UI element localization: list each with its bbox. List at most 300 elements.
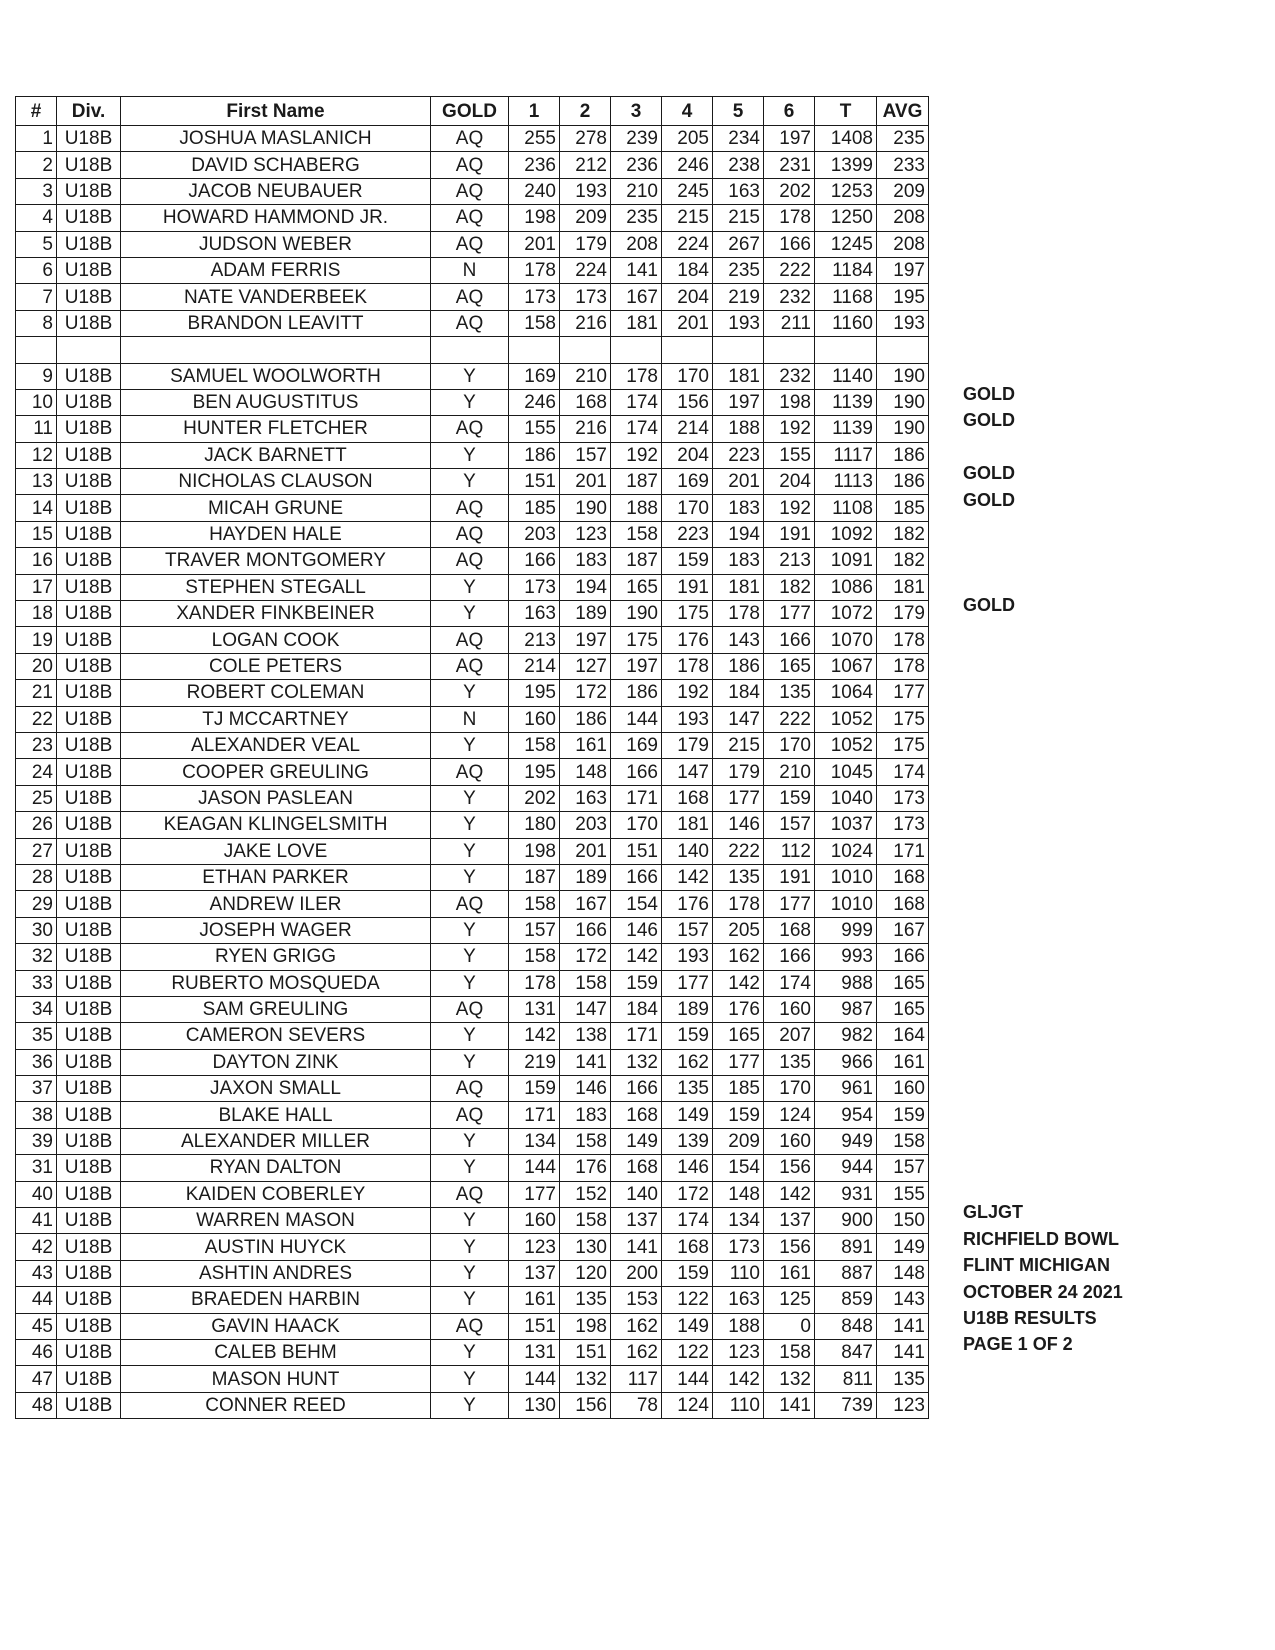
- game-1-cell: 131: [509, 996, 560, 1022]
- game-3-cell: 166: [611, 759, 662, 785]
- game-3-cell: 188: [611, 495, 662, 521]
- game-1-cell: 155: [509, 416, 560, 442]
- rank-cell: 28: [16, 864, 57, 890]
- average-cell: 157: [877, 1155, 929, 1181]
- total-cell: 900: [815, 1208, 877, 1234]
- game-5-cell: 177: [713, 1049, 764, 1075]
- table-row: [16, 838, 929, 864]
- game-4-cell: 159: [662, 1023, 713, 1049]
- total-cell: 1045: [815, 759, 877, 785]
- game-2-cell: 224: [560, 257, 611, 283]
- game-5-cell: 219: [713, 284, 764, 310]
- total-cell: 859: [815, 1287, 877, 1313]
- game-3-cell: 190: [611, 601, 662, 627]
- name-cell: GAVIN HAACK: [121, 1313, 431, 1339]
- average-cell: 179: [877, 601, 929, 627]
- table-row: [16, 231, 929, 257]
- table-row: [16, 706, 929, 732]
- game-6-cell: 232: [764, 363, 815, 389]
- game-6-cell: 135: [764, 1049, 815, 1075]
- rank-cell: 21: [16, 680, 57, 706]
- game-6-cell: 160: [764, 1128, 815, 1154]
- empty-cell: [121, 337, 431, 363]
- rank-cell: 20: [16, 653, 57, 679]
- division-cell: U18B: [57, 1155, 121, 1181]
- game-3-cell: 78: [611, 1392, 662, 1418]
- gold-cell: Y: [431, 1208, 509, 1234]
- total-cell: 1245: [815, 231, 877, 257]
- division-cell: U18B: [57, 178, 121, 204]
- name-cell: TRAVER MONTGOMERY: [121, 548, 431, 574]
- game-3-cell: 149: [611, 1128, 662, 1154]
- division-cell: U18B: [57, 574, 121, 600]
- total-cell: 1168: [815, 284, 877, 310]
- game-3-cell: 181: [611, 310, 662, 336]
- division-cell: U18B: [57, 996, 121, 1022]
- column-header: First Name: [121, 97, 431, 126]
- table-row: [16, 996, 929, 1022]
- total-cell: 988: [815, 970, 877, 996]
- empty-cell: [764, 337, 815, 363]
- game-3-cell: 162: [611, 1339, 662, 1365]
- game-3-cell: 159: [611, 970, 662, 996]
- name-cell: XANDER FINKBEINER: [121, 601, 431, 627]
- game-2-cell: 158: [560, 970, 611, 996]
- gold-cell: AQ: [431, 891, 509, 917]
- gold-cell: AQ: [431, 1102, 509, 1128]
- game-3-cell: 192: [611, 442, 662, 468]
- total-cell: 1052: [815, 732, 877, 758]
- total-cell: 1037: [815, 812, 877, 838]
- rank-cell: 13: [16, 469, 57, 495]
- name-cell: STEPHEN STEGALL: [121, 574, 431, 600]
- division-cell: U18B: [57, 1128, 121, 1154]
- gold-cell: AQ: [431, 759, 509, 785]
- name-cell: ETHAN PARKER: [121, 864, 431, 890]
- game-6-cell: 158: [764, 1339, 815, 1365]
- average-cell: 173: [877, 785, 929, 811]
- total-cell: 1108: [815, 495, 877, 521]
- average-cell: 160: [877, 1076, 929, 1102]
- game-1-cell: 163: [509, 601, 560, 627]
- rank-cell: 48: [16, 1392, 57, 1418]
- rank-cell: 17: [16, 574, 57, 600]
- game-3-cell: 141: [611, 1234, 662, 1260]
- game-5-cell: 143: [713, 627, 764, 653]
- game-3-cell: 137: [611, 1208, 662, 1234]
- game-4-cell: 215: [662, 205, 713, 231]
- game-4-cell: 140: [662, 838, 713, 864]
- gold-cell: Y: [431, 1049, 509, 1075]
- table-row: [16, 1155, 929, 1181]
- game-5-cell: 159: [713, 1102, 764, 1128]
- division-cell: U18B: [57, 205, 121, 231]
- game-3-cell: 165: [611, 574, 662, 600]
- game-2-cell: 172: [560, 944, 611, 970]
- game-2-cell: 138: [560, 1023, 611, 1049]
- rank-cell: 38: [16, 1102, 57, 1128]
- total-cell: 1117: [815, 442, 877, 468]
- game-5-cell: 201: [713, 469, 764, 495]
- game-2-cell: 146: [560, 1076, 611, 1102]
- game-5-cell: 234: [713, 126, 764, 152]
- game-1-cell: 185: [509, 495, 560, 521]
- name-cell: JASON PASLEAN: [121, 785, 431, 811]
- average-cell: 150: [877, 1208, 929, 1234]
- rank-cell: 45: [16, 1313, 57, 1339]
- rank-cell: 37: [16, 1076, 57, 1102]
- rank-cell: 4: [16, 205, 57, 231]
- division-cell: U18B: [57, 1023, 121, 1049]
- game-2-cell: 132: [560, 1366, 611, 1392]
- game-5-cell: 110: [713, 1392, 764, 1418]
- game-2-cell: 212: [560, 152, 611, 178]
- game-3-cell: 151: [611, 838, 662, 864]
- gold-cell: AQ: [431, 653, 509, 679]
- table-row: [16, 1102, 929, 1128]
- game-1-cell: 186: [509, 442, 560, 468]
- gold-cell: Y: [431, 389, 509, 415]
- name-cell: JAXON SMALL: [121, 1076, 431, 1102]
- division-cell: U18B: [57, 257, 121, 283]
- game-2-cell: 194: [560, 574, 611, 600]
- average-cell: 178: [877, 653, 929, 679]
- game-5-cell: 183: [713, 495, 764, 521]
- table-header: [16, 97, 929, 126]
- rank-cell: 16: [16, 548, 57, 574]
- game-5-cell: 148: [713, 1181, 764, 1207]
- division-cell: U18B: [57, 1102, 121, 1128]
- game-6-cell: 192: [764, 495, 815, 521]
- game-2-cell: 130: [560, 1234, 611, 1260]
- gold-cell: Y: [431, 1287, 509, 1313]
- gold-cell: AQ: [431, 231, 509, 257]
- game-1-cell: 187: [509, 864, 560, 890]
- table-row: [16, 1128, 929, 1154]
- division-cell: U18B: [57, 442, 121, 468]
- game-6-cell: 125: [764, 1287, 815, 1313]
- rank-cell: 19: [16, 627, 57, 653]
- division-cell: U18B: [57, 838, 121, 864]
- total-cell: 1139: [815, 389, 877, 415]
- game-4-cell: 214: [662, 416, 713, 442]
- game-6-cell: 192: [764, 416, 815, 442]
- game-3-cell: 236: [611, 152, 662, 178]
- table-row: [16, 970, 929, 996]
- rank-cell: 12: [16, 442, 57, 468]
- average-cell: 186: [877, 442, 929, 468]
- game-4-cell: 146: [662, 1155, 713, 1181]
- average-cell: 143: [877, 1287, 929, 1313]
- total-cell: 966: [815, 1049, 877, 1075]
- gold-cell: Y: [431, 944, 509, 970]
- gold-cell: N: [431, 257, 509, 283]
- game-6-cell: 191: [764, 864, 815, 890]
- game-3-cell: 210: [611, 178, 662, 204]
- table-row: [16, 521, 929, 547]
- gold-cell: AQ: [431, 205, 509, 231]
- game-6-cell: 168: [764, 917, 815, 943]
- rank-cell: 8: [16, 310, 57, 336]
- name-cell: CAMERON SEVERS: [121, 1023, 431, 1049]
- game-1-cell: 159: [509, 1076, 560, 1102]
- empty-cell: [662, 337, 713, 363]
- game-6-cell: 177: [764, 601, 815, 627]
- division-cell: U18B: [57, 1287, 121, 1313]
- division-cell: U18B: [57, 812, 121, 838]
- game-5-cell: 147: [713, 706, 764, 732]
- game-4-cell: 177: [662, 970, 713, 996]
- game-5-cell: 215: [713, 205, 764, 231]
- name-cell: SAM GREULING: [121, 996, 431, 1022]
- game-6-cell: 137: [764, 1208, 815, 1234]
- total-cell: 1010: [815, 864, 877, 890]
- game-2-cell: 179: [560, 231, 611, 257]
- gold-cell: Y: [431, 1023, 509, 1049]
- table-row: [16, 1313, 929, 1339]
- table-row: [16, 680, 929, 706]
- game-4-cell: 122: [662, 1339, 713, 1365]
- column-header: 3: [611, 97, 662, 126]
- game-4-cell: 149: [662, 1313, 713, 1339]
- table-row: [16, 944, 929, 970]
- rank-cell: 32: [16, 944, 57, 970]
- gold-cell: Y: [431, 363, 509, 389]
- gold-cell: Y: [431, 838, 509, 864]
- game-5-cell: 179: [713, 759, 764, 785]
- game-4-cell: 181: [662, 812, 713, 838]
- game-3-cell: 141: [611, 257, 662, 283]
- name-cell: WARREN MASON: [121, 1208, 431, 1234]
- rank-cell: 18: [16, 601, 57, 627]
- game-2-cell: 189: [560, 601, 611, 627]
- game-6-cell: 207: [764, 1023, 815, 1049]
- gold-cell: AQ: [431, 284, 509, 310]
- table-row: [16, 1076, 929, 1102]
- division-cell: U18B: [57, 521, 121, 547]
- average-cell: 182: [877, 521, 929, 547]
- game-6-cell: 232: [764, 284, 815, 310]
- name-cell: JOSEPH WAGER: [121, 917, 431, 943]
- empty-cell: [815, 337, 877, 363]
- gold-cell: Y: [431, 1392, 509, 1418]
- game-1-cell: 195: [509, 759, 560, 785]
- division-cell: U18B: [57, 231, 121, 257]
- game-1-cell: 144: [509, 1366, 560, 1392]
- gold-cell: AQ: [431, 152, 509, 178]
- column-header: 4: [662, 97, 713, 126]
- game-3-cell: 239: [611, 126, 662, 152]
- game-5-cell: 176: [713, 996, 764, 1022]
- game-3-cell: 186: [611, 680, 662, 706]
- rank-cell: 44: [16, 1287, 57, 1313]
- game-2-cell: 135: [560, 1287, 611, 1313]
- game-4-cell: 124: [662, 1392, 713, 1418]
- results-table: [15, 96, 929, 1419]
- name-cell: HUNTER FLETCHER: [121, 416, 431, 442]
- table-row: [16, 601, 929, 627]
- game-3-cell: 166: [611, 1076, 662, 1102]
- division-cell: U18B: [57, 1366, 121, 1392]
- division-cell: U18B: [57, 1208, 121, 1234]
- average-cell: 182: [877, 548, 929, 574]
- game-4-cell: 168: [662, 1234, 713, 1260]
- game-4-cell: 224: [662, 231, 713, 257]
- total-cell: 1140: [815, 363, 877, 389]
- rank-cell: 47: [16, 1366, 57, 1392]
- average-cell: 175: [877, 732, 929, 758]
- game-5-cell: 146: [713, 812, 764, 838]
- total-cell: 1052: [815, 706, 877, 732]
- average-cell: 197: [877, 257, 929, 283]
- game-1-cell: 180: [509, 812, 560, 838]
- game-2-cell: 203: [560, 812, 611, 838]
- game-2-cell: 209: [560, 205, 611, 231]
- game-3-cell: 142: [611, 944, 662, 970]
- table-row: [16, 205, 929, 231]
- table-row: [16, 363, 929, 389]
- gold-cell: AQ: [431, 126, 509, 152]
- game-5-cell: 188: [713, 416, 764, 442]
- game-4-cell: 156: [662, 389, 713, 415]
- empty-cell: [57, 337, 121, 363]
- game-4-cell: 157: [662, 917, 713, 943]
- game-6-cell: 198: [764, 389, 815, 415]
- game-2-cell: 176: [560, 1155, 611, 1181]
- rank-cell: 15: [16, 521, 57, 547]
- rank-cell: 34: [16, 996, 57, 1022]
- game-3-cell: 235: [611, 205, 662, 231]
- division-cell: U18B: [57, 653, 121, 679]
- total-cell: 1072: [815, 601, 877, 627]
- game-1-cell: 198: [509, 838, 560, 864]
- column-header: #: [16, 97, 57, 126]
- game-6-cell: 166: [764, 944, 815, 970]
- game-5-cell: 223: [713, 442, 764, 468]
- average-cell: 161: [877, 1049, 929, 1075]
- division-cell: U18B: [57, 1260, 121, 1286]
- rank-cell: 40: [16, 1181, 57, 1207]
- game-2-cell: 183: [560, 548, 611, 574]
- name-cell: BRANDON LEAVITT: [121, 310, 431, 336]
- game-3-cell: 117: [611, 1366, 662, 1392]
- game-3-cell: 184: [611, 996, 662, 1022]
- division-cell: U18B: [57, 389, 121, 415]
- average-cell: 167: [877, 917, 929, 943]
- game-6-cell: 174: [764, 970, 815, 996]
- game-4-cell: 179: [662, 732, 713, 758]
- game-3-cell: 167: [611, 284, 662, 310]
- division-cell: U18B: [57, 917, 121, 943]
- table-row: [16, 653, 929, 679]
- game-4-cell: 122: [662, 1287, 713, 1313]
- division-cell: U18B: [57, 732, 121, 758]
- average-cell: 149: [877, 1234, 929, 1260]
- name-cell: NICHOLAS CLAUSON: [121, 469, 431, 495]
- gold-cell: AQ: [431, 178, 509, 204]
- game-5-cell: 186: [713, 653, 764, 679]
- game-2-cell: 183: [560, 1102, 611, 1128]
- average-cell: 185: [877, 495, 929, 521]
- game-5-cell: 185: [713, 1076, 764, 1102]
- division-cell: U18B: [57, 363, 121, 389]
- average-cell: 209: [877, 178, 929, 204]
- division-cell: U18B: [57, 759, 121, 785]
- game-5-cell: 110: [713, 1260, 764, 1286]
- game-2-cell: 166: [560, 917, 611, 943]
- game-4-cell: 245: [662, 178, 713, 204]
- average-cell: 235: [877, 126, 929, 152]
- game-5-cell: 178: [713, 601, 764, 627]
- rank-cell: 7: [16, 284, 57, 310]
- total-cell: 887: [815, 1260, 877, 1286]
- game-4-cell: 204: [662, 284, 713, 310]
- total-cell: 1160: [815, 310, 877, 336]
- name-cell: COLE PETERS: [121, 653, 431, 679]
- average-cell: 168: [877, 891, 929, 917]
- game-3-cell: 153: [611, 1287, 662, 1313]
- game-3-cell: 187: [611, 469, 662, 495]
- game-5-cell: 165: [713, 1023, 764, 1049]
- game-2-cell: 278: [560, 126, 611, 152]
- game-6-cell: 124: [764, 1102, 815, 1128]
- average-cell: 208: [877, 231, 929, 257]
- total-cell: 1010: [815, 891, 877, 917]
- division-cell: U18B: [57, 310, 121, 336]
- average-cell: 148: [877, 1260, 929, 1286]
- game-5-cell: 181: [713, 363, 764, 389]
- game-2-cell: 172: [560, 680, 611, 706]
- game-3-cell: 171: [611, 785, 662, 811]
- rank-cell: 9: [16, 363, 57, 389]
- side-note: GOLD: [963, 384, 1015, 404]
- column-header: 5: [713, 97, 764, 126]
- game-6-cell: 213: [764, 548, 815, 574]
- average-cell: 195: [877, 284, 929, 310]
- table-row: [16, 469, 929, 495]
- game-2-cell: 186: [560, 706, 611, 732]
- game-6-cell: 204: [764, 469, 815, 495]
- game-1-cell: 202: [509, 785, 560, 811]
- game-1-cell: 169: [509, 363, 560, 389]
- game-6-cell: 157: [764, 812, 815, 838]
- game-1-cell: 134: [509, 1128, 560, 1154]
- game-6-cell: 160: [764, 996, 815, 1022]
- game-5-cell: 194: [713, 521, 764, 547]
- game-1-cell: 236: [509, 152, 560, 178]
- table-row: [16, 126, 929, 152]
- game-3-cell: 166: [611, 864, 662, 890]
- empty-cell: [431, 337, 509, 363]
- table-row: [16, 1339, 929, 1365]
- game-3-cell: 178: [611, 363, 662, 389]
- name-cell: JAKE LOVE: [121, 838, 431, 864]
- game-4-cell: 192: [662, 680, 713, 706]
- game-3-cell: 140: [611, 1181, 662, 1207]
- total-cell: 1040: [815, 785, 877, 811]
- total-cell: 1408: [815, 126, 877, 152]
- rank-cell: 42: [16, 1234, 57, 1260]
- table-row: [16, 1234, 929, 1260]
- game-1-cell: 166: [509, 548, 560, 574]
- game-4-cell: 174: [662, 1208, 713, 1234]
- rank-cell: 27: [16, 838, 57, 864]
- gold-cell: Y: [431, 812, 509, 838]
- empty-cell: [16, 337, 57, 363]
- side-note: GOLD: [963, 595, 1015, 616]
- division-cell: U18B: [57, 126, 121, 152]
- game-4-cell: 193: [662, 944, 713, 970]
